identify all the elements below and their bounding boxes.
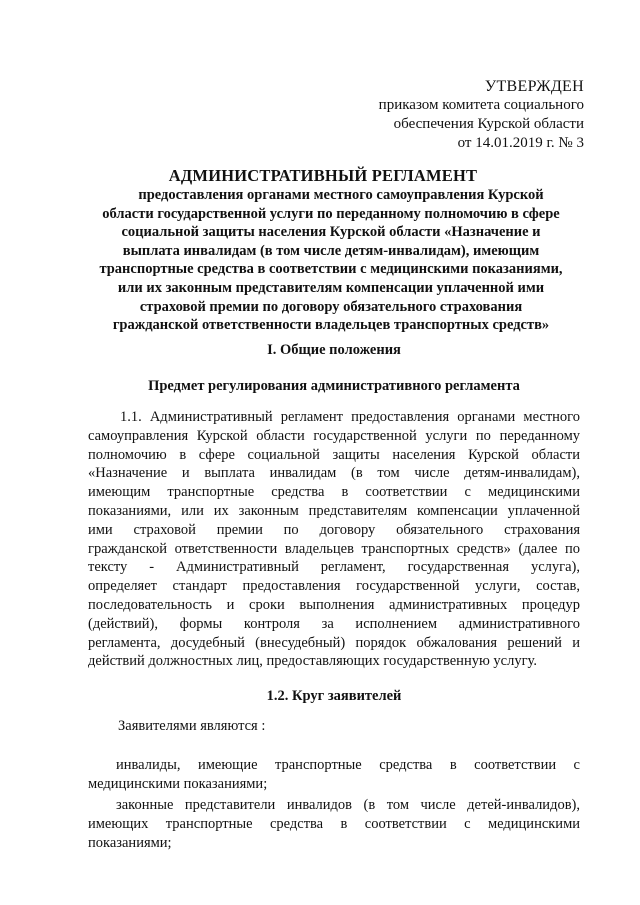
applicants-item-disabled	[88, 756, 580, 794]
subtitle-line: транспортные средства в соответствии с медицинскими показаниями,	[99, 261, 563, 278]
section-heading-applicants: 1.2. Круг заявителей	[266, 688, 402, 704]
approval-line-4: от 14.01.2019 г. № 3	[457, 135, 584, 151]
paragraph-line: имеющих транспортные средства в соответствии с медицинскими	[88, 815, 580, 832]
paragraph-line: законные представители инвалидов (в том числе детей-инвалидов),	[116, 797, 580, 813]
paragraph-line: самоуправления Курской области государственной услуги по переданному	[88, 427, 580, 444]
approval-heading: УТВЕРЖДЕН	[484, 78, 584, 95]
approval-line-2: приказом комитета социального	[378, 97, 584, 113]
subtitle-line: предоставления органами местного самоуправления Курской	[138, 187, 544, 203]
paragraph-line: последовательность и сроки выполнения административных процедур	[88, 596, 580, 613]
paragraph-line: медицинскими показаниями;	[88, 775, 268, 792]
subtitle-line: или их законным представителям компенсации уплаченной ими	[117, 279, 545, 296]
subtitle-line: социальной защиты населения Курской области «Назначение и	[121, 224, 541, 241]
paragraph-line: «Назначение и выплата инвалидам (в том числе детям-инвалидам),	[88, 465, 580, 482]
paragraph-line: ими страховой премии по договору обязательного страхования	[88, 521, 580, 538]
paragraph-line: гражданской ответственности владельцев транспортных средств» (далее по	[88, 540, 580, 557]
applicants-intro: Заявителями являются :	[118, 718, 266, 734]
paragraph-line: показаниями, или их законным представителям компенсации уплаченной	[88, 502, 580, 519]
paragraph-line: 1.1. Административный регламент предоставления органами местного	[120, 409, 580, 425]
subtitle-line: страховой премии по договору обязательного страхования	[139, 298, 523, 315]
subtitle-line: области государственной услуги по переданному полномочию в сфере	[102, 205, 560, 222]
approval-stamp	[379, 77, 584, 153]
paragraph-line: (действий), формы контроля за исполнением административного	[88, 615, 580, 632]
subtitle-line: выплата инвалидам (в том числе детям-инвалидам), имеющим	[122, 242, 540, 259]
paragraph-line: регламента, досудебный (внесудебный) порядок обжалования решений и	[88, 634, 580, 651]
paragraph-line: показаниями;	[88, 834, 172, 851]
section-heading-subject: Предмет регулирования административного регламента	[148, 378, 520, 394]
paragraph-1-1	[88, 408, 580, 671]
approval-line-3: обеспечения Курской области	[393, 116, 584, 132]
document-title: АДМИНИСТРАТИВНЫЙ РЕГЛАМЕНТ	[168, 166, 478, 185]
subtitle-line: гражданской ответственности владельцев транспортных средств»	[112, 317, 550, 334]
applicants-item-representatives	[88, 796, 580, 852]
paragraph-line: определяет стандарт предоставления государственной услуги, состав,	[88, 578, 580, 595]
paragraph-line: инвалиды, имеющие транспортные средства в соответствии с	[116, 757, 580, 773]
paragraph-line: тексту - Административный регламент, государственная услуга),	[88, 559, 580, 576]
section-heading-general: I. Общие положения	[267, 342, 401, 358]
document-subtitle	[88, 186, 574, 335]
paragraph-line: действий должностных лиц, предоставляющих государственную услугу.	[88, 653, 537, 670]
paragraph-line: полномочию в сфере социальной защиты населения Курской области	[88, 446, 580, 463]
paragraph-line: имеющим транспортные средства в соответствии с медицинскими	[88, 484, 580, 501]
